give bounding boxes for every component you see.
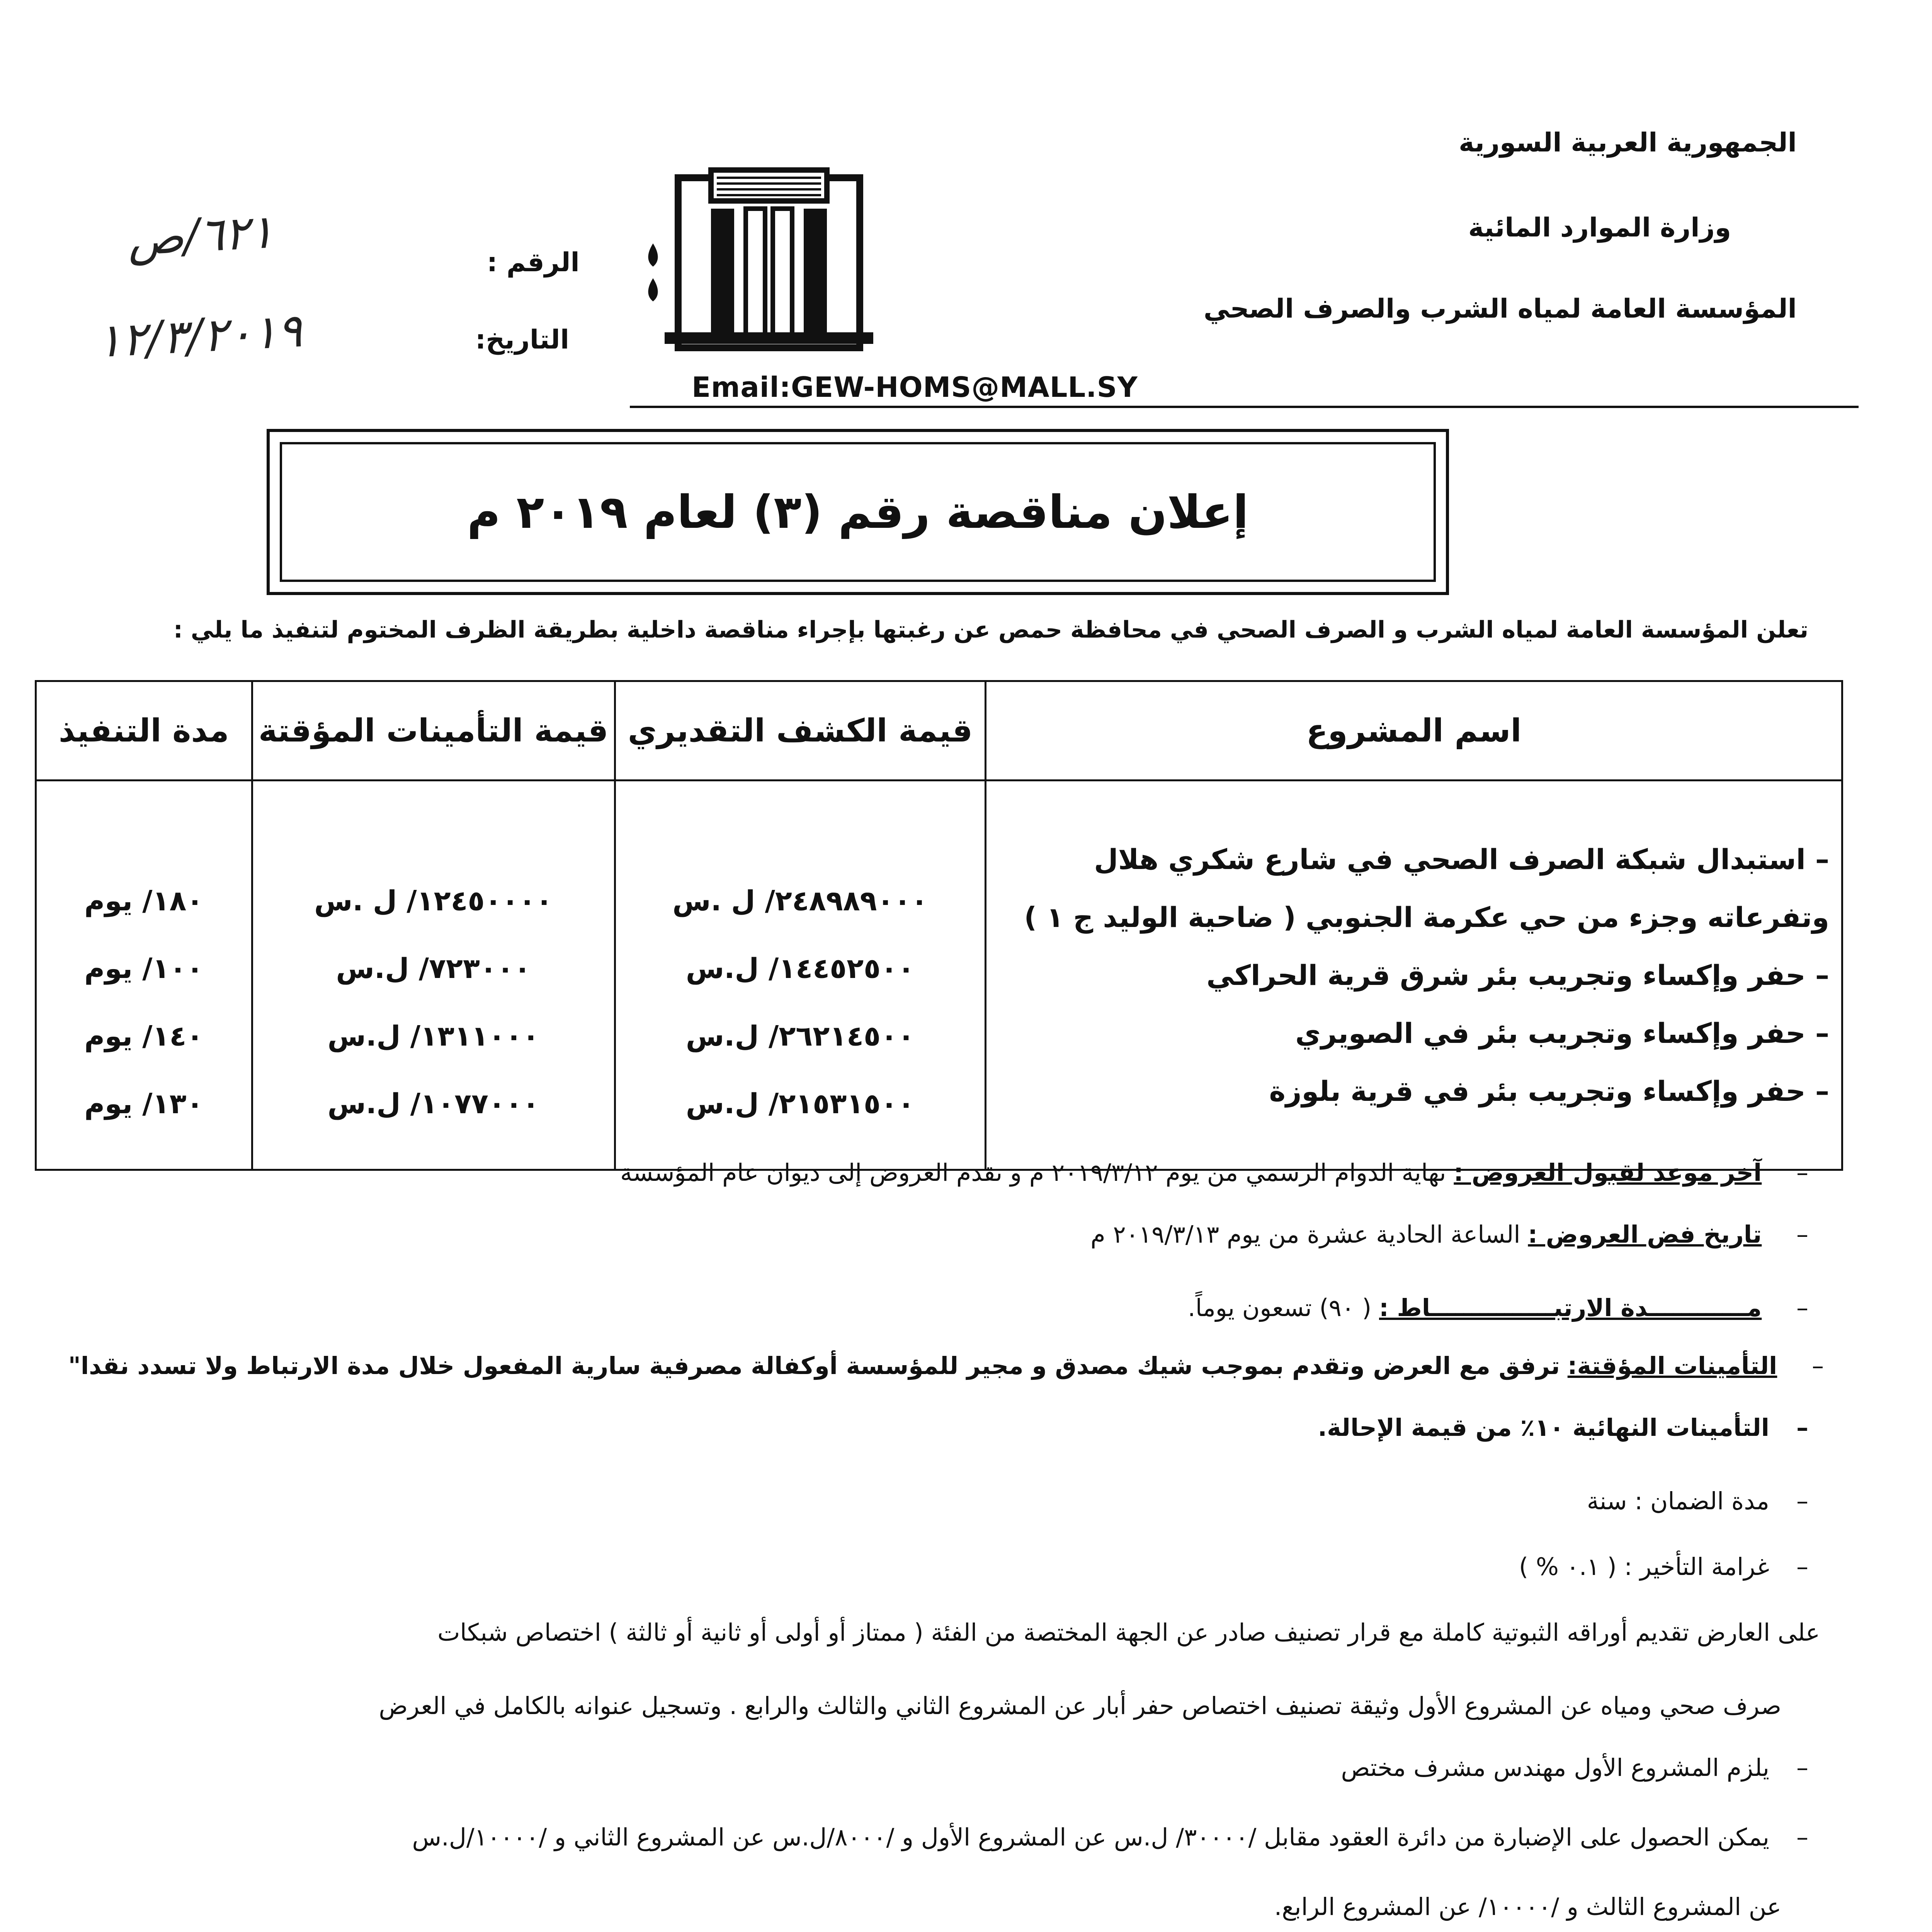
deadline-text: نهاية الدوام الرسمي من يوم ٢٠١٩/٣/١٢ م و تقدم العروض إلى ديوان عام المؤسسة [620,1158,1446,1187]
commitment-text: ( ٩٠) تسعون يوماً. [1188,1294,1372,1322]
files-line-2: عن المشروع الثالث و /١٠٠٠٠/ عن المشروع الرابع. [1274,1893,1781,1921]
estimates-cell [615,781,985,1170]
email-address: Email:GEW-HOMS@MALL.SY [692,371,1138,403]
header-divider [630,406,1859,408]
penalty-line: – غرامة التأخير : ( ٠.١ % ) [70,1546,1808,1588]
ministry-name: وزارة الموارد المائية [1468,213,1731,243]
opening-line [70,1213,1808,1256]
table-body-row [36,781,1842,1170]
commitment-label: مــــــــــــدة الارتبـــــــــــــــاط : [1379,1294,1762,1322]
final-insurance-line: – التأمينات النهائية ١٠٪ من قيمة الإحالة. [70,1406,1808,1449]
duration-value: ١٨٠/ يوم [84,884,204,917]
engineer-line: – يلزم المشروع الأول مهندس مشرف مختص [70,1747,1808,1789]
files-line-1: – يمكن الحصول على الإضبارة من دائرة العقود مقابل /٣٠٠٠٠/ ل.س عن المشروع الأول و /٨٠٠٠/ل.س عن المشروع الثاني و /١٠٠٠٠/ل.س [70,1816,1808,1859]
insurance-value: ١٢٤٥٠٠٠٠/ ل .س [314,884,553,917]
documents-line-1: على العارض تقديم أوراقه الثبوتية كاملة مع قرار تصنيف صادر عن الجهة المختصة من الفئة ( ممتاز أو أولى أو ثانية أو ثالثة ) اختصاص شبكات [437,1618,1820,1646]
project-name: – حفر وإكساء وتجريب بئر في الصويري [1295,1017,1829,1049]
project-name: – حفر وإكساء وتجريب بئر في قرية بلوزة [1269,1075,1829,1107]
table-header-row [36,681,1842,781]
insurance-cell [252,781,615,1170]
estimate-value: ١٤٤٥٢٥٠٠/ ل.س [685,952,915,985]
date-value: ١٢/٣/٢٠١٩ [95,304,304,368]
intro-paragraph: تعلن المؤسسة العامة لمياه الشرب و الصرف الصحي في محافظة حمص عن رغبتها بإجراء مناقصة داخلية بطريقة الظرف المختوم لتنفيذ ما يلي : [173,616,1808,643]
project-names-cell [985,781,1842,1170]
number-label: الرقم : [487,247,580,278]
insurance-value: ١٣١١٠٠٠/ ل.س [327,1019,539,1052]
project-name: – حفر وإكساء وتجريب بئر شرق قرية الحراكي [1206,959,1829,992]
duration-value: ١٠٠/ يوم [84,952,204,985]
insurance-value: ١٠٧٧٠٠٠/ ل.س [327,1087,539,1120]
country-name: الجمهورية العربية السورية [1459,128,1797,158]
warranty-line: – مدة الضمان : سنة [70,1480,1808,1522]
date-label: التاريخ: [475,325,570,355]
institution-name: المؤسسة العامة لمياه الشرب والصرف الصحي [1203,294,1797,324]
duration-value: ١٤٠/ يوم [84,1019,204,1052]
estimate-value: ٢١٥٣١٥٠٠/ ل.س [685,1087,915,1120]
deadline-label: آخر موعد لقبول العروض : [1454,1158,1762,1187]
documents-line-2: صرف صحي ومياه عن المشروع الأول وثيقة تصنيف اختصاص حفر أبار عن المشروع الثاني والثالث والرابع . وتسجيل عنوانه بالكامل في العرض [379,1692,1781,1720]
commitment-line [70,1287,1808,1329]
temp-insurance-text: ترفق مع العرض وتقدم بموجب شيك مصدق و مجير للمؤسسة أوكفالة مصرفية سارية المفعول خلال مدة الارتباط ولا تسدد نقدا" [68,1352,1560,1380]
opening-label: تاريخ فض العروض : [1528,1220,1762,1248]
estimate-value: ٢٤٨٩٨٩٠٠٠/ ل .س [672,884,928,917]
temp-insurance-label: التأمينات المؤقتة: [1567,1352,1777,1380]
column-header: مدة التنفيذ [36,681,252,781]
project-name: – استبدال شبكة الصرف الصحي في شارع شكري هلال وتفرعاته وجزء من حي عكرمة الجنوبي ( ضاحية الوليد ج ١ ) [1024,843,1829,934]
deadline-line [70,1151,1808,1194]
column-header: قيمة الكشف التقديري [615,681,985,781]
duration-cell [36,781,252,1170]
estimate-value: ٢٦٢١٤٥٠٠/ ل.س [685,1019,915,1052]
tender-table [35,680,1843,1171]
column-header: اسم المشروع [985,681,1842,781]
page-title: إعلان مناقصة رقم (٣) لعام ٢٠١٩ م [467,485,1249,539]
opening-text: الساعة الحادية عشرة من يوم ٢٠١٩/٣/١٣ م [1090,1220,1520,1248]
temp-insurance-line [66,1345,1824,1387]
duration-value: ١٣٠/ يوم [84,1087,204,1120]
insurance-value: ٧٢٣٠٠٠/ ل.س [336,952,531,985]
institution-logo-icon [641,162,893,355]
reference-number: ٦٢١/ص [126,205,276,266]
column-header: قيمة التأمينات المؤقتة [252,681,615,781]
title-box [267,429,1449,595]
